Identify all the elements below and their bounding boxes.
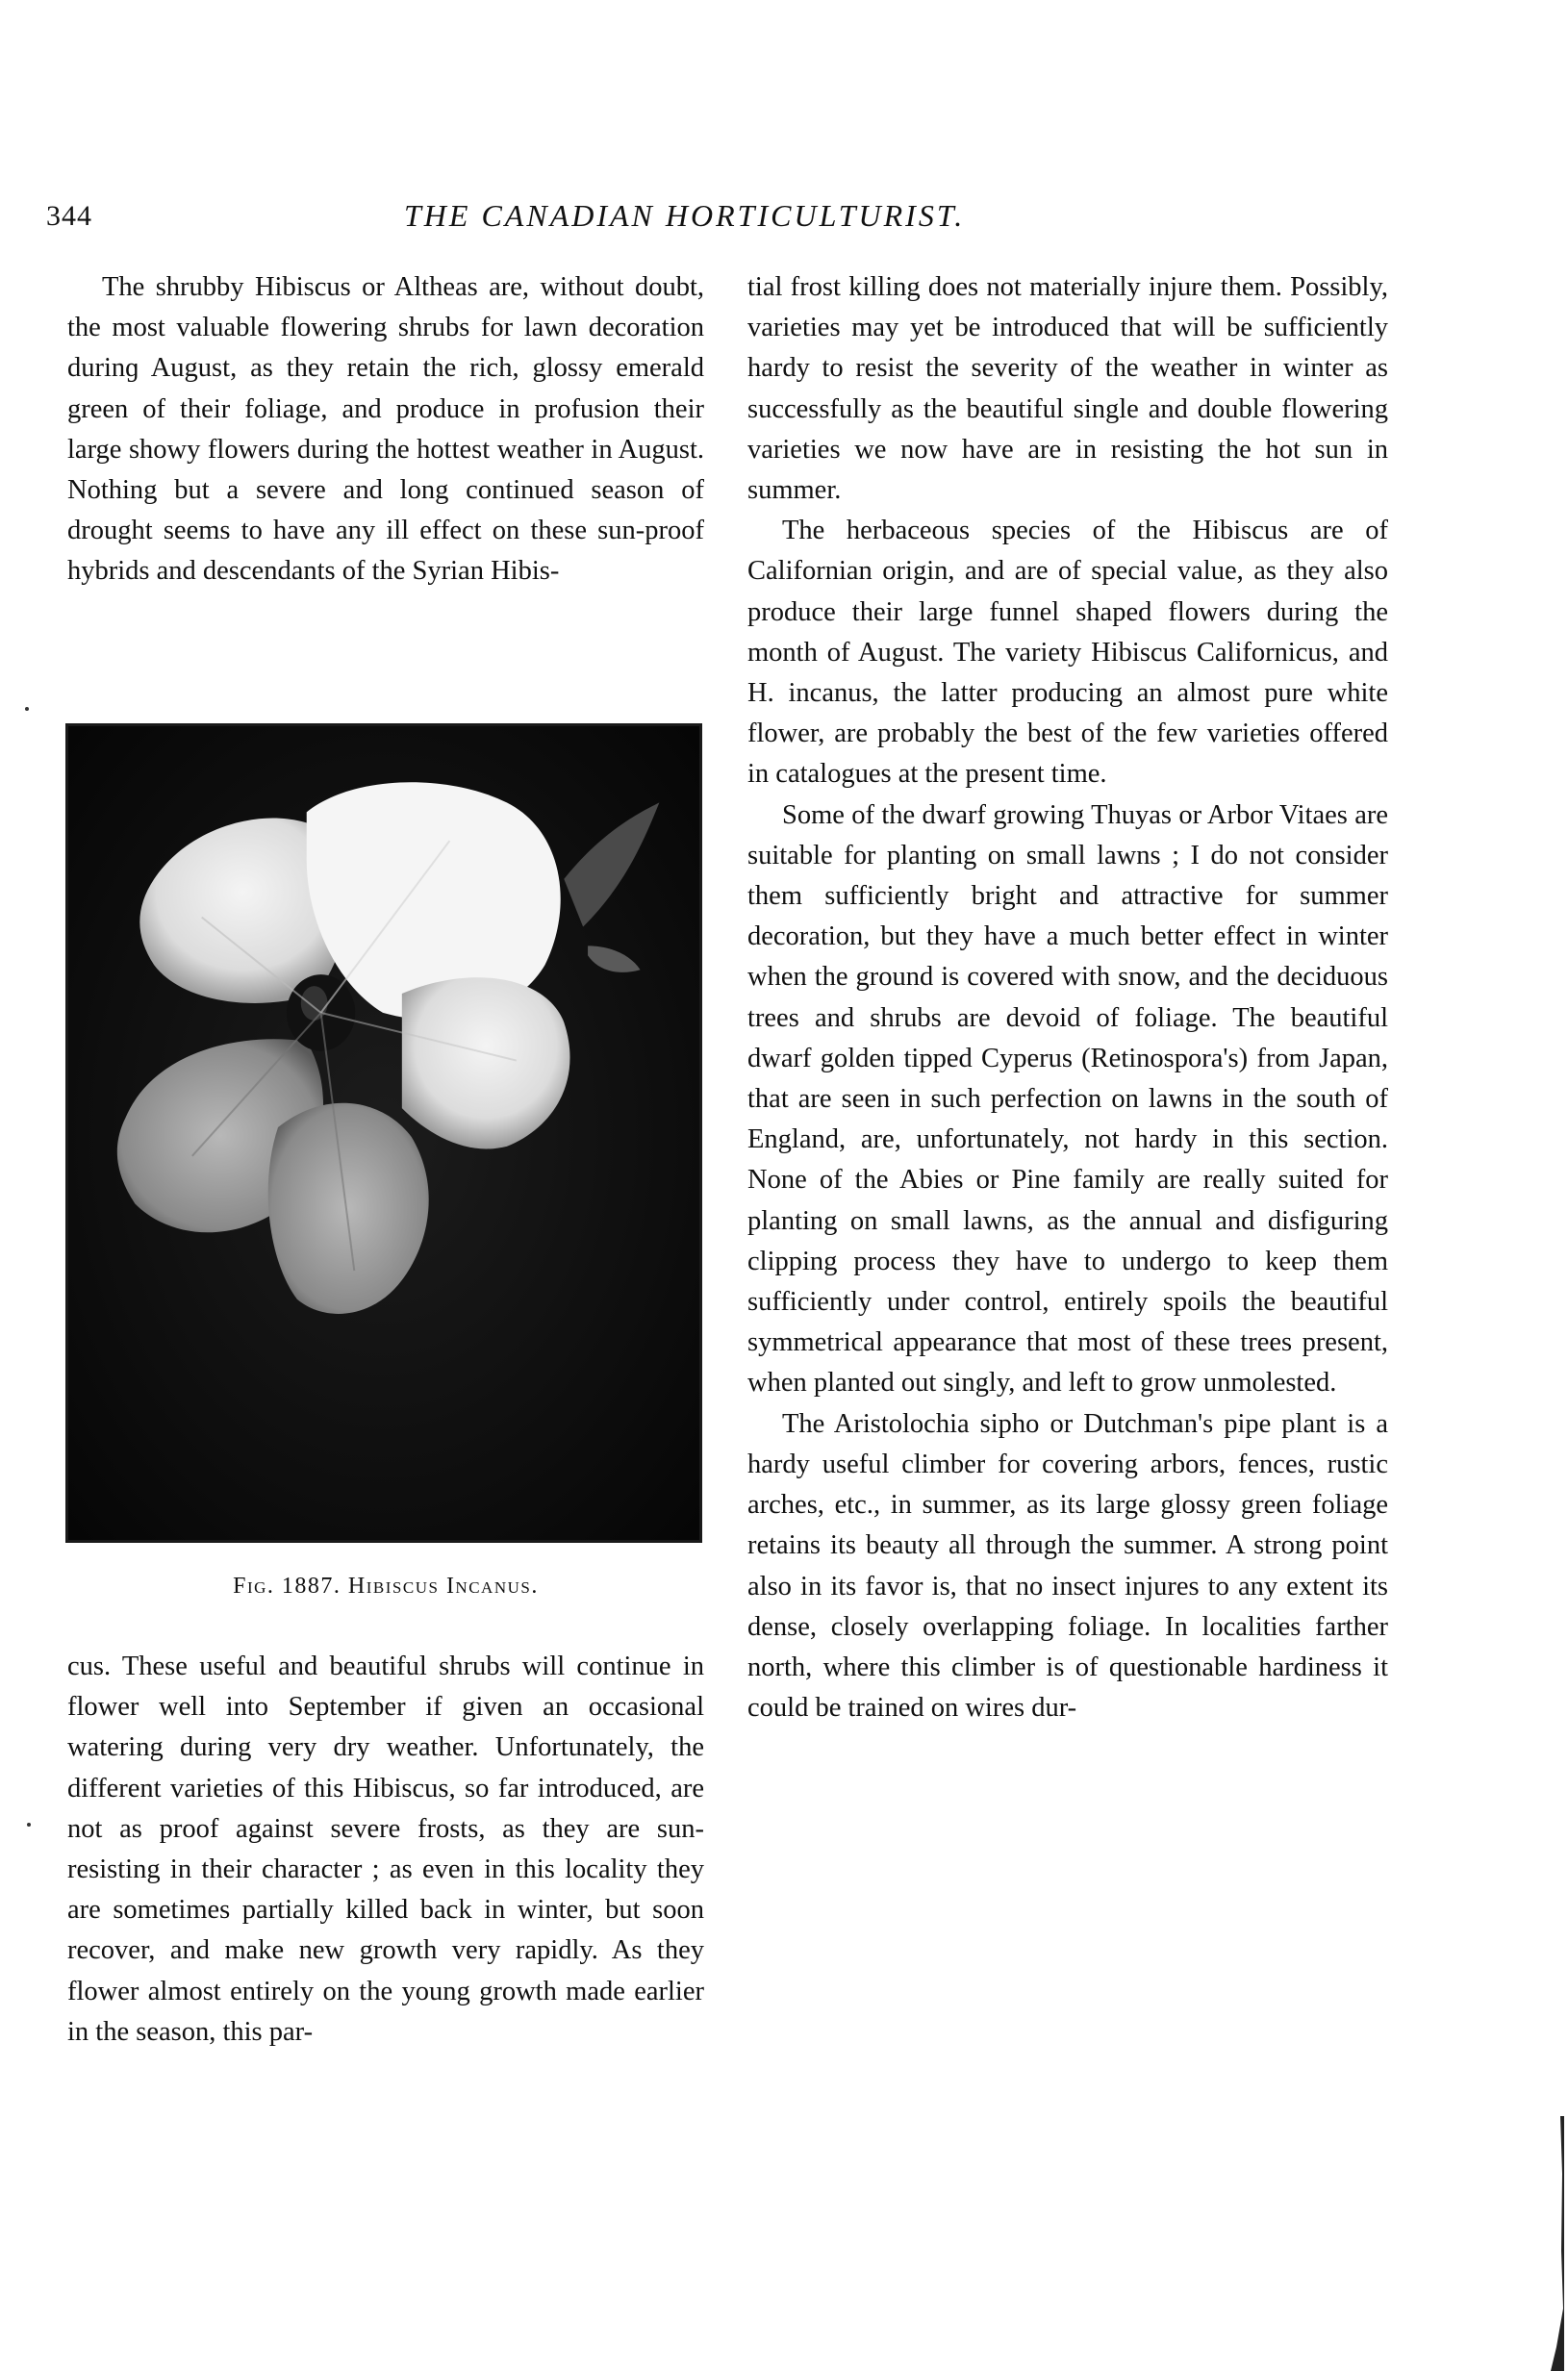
hibiscus-flower-image xyxy=(68,726,699,1540)
right-paragraph-3: Some of the dwarf growing Thuyas or Arbor Vitaes are suitable for planting on small lawns ; I do not consider them sufficiently bright and attractive for summer decoration, but they have a much better effect in winter when the ground is covered with snow, and the deciduous trees and shrubs are devoid of foliage. The beautiful dwarf golden tipped Cyperus (Retinospora's) from Japan, that are seen in such perfection on lawns in the south of England, are, unfortunately, not hardy in this section. None of the Abies or Pine family are really suited for planting on small lawns, as the annual and disfiguring clipping process they have to undergo to keep them sufficiently under control, entirely spoils the beautiful symmetrical appearance that most of these trees present, when planted out singly, and left to grow unmolested. xyxy=(747,799,1388,1399)
stray-dot xyxy=(25,707,29,711)
left-column-bottom xyxy=(67,1647,704,2053)
page-edge-shadow xyxy=(1551,2116,1564,2371)
left-paragraph-bottom: cus. These useful and beautiful shrubs will continue in flower well into September if given an occasional watering during very dry weather. Unfortunately, the different varieties of this Hibiscus, so far introduced, are not as proof against severe frosts, as they are sun-resisting in their character ; as even in this locality they are sometimes partially killed back in winter, but soon recover, and make new growth very rapidly. As they flower almost entirely on the young growth made earlier in the season, this par- xyxy=(67,1652,704,2047)
page-number: 344 xyxy=(46,200,92,232)
right-paragraph-2: The herbaceous species of the Hibiscus are of Californian origin, and are of special value, as they also produce their large funnel shaped flowers during the month of August. The variety Hibiscus Californicus, and H. incanus, the latter producing an almost pure white flower, are probably the best of the few varieties offered in catalogues at the present time. xyxy=(747,516,1388,790)
right-paragraph-4: The Aristolochia sipho or Dutchman's pipe plant is a hardy useful climber for covering arbors, fences, rustic arches, etc., in summer, as its large glossy green foliage retains its beauty all through the summer. A strong point also in its favor is, that no insect injures to any extent its dense, closely overlapping foliage. In localities farther north, where this climber is of questionable hardiness it could be trained on wires dur- xyxy=(747,1408,1388,1724)
stray-dot xyxy=(27,1823,31,1827)
journal-title: THE CANADIAN HORTICULTURIST. xyxy=(404,198,966,233)
page-header xyxy=(0,192,1568,240)
left-paragraph-top: The shrubby Hibiscus or Altheas are, without doubt, the most valuable flowering shrubs for lawn decoration durinɡ August, as they retain the rich, glossy emerald green of their foliage, and produce in profusion their large showy flowers during the hottest weather in August. Nothing but a severe and long continued season of drought seems to have any ill effect on these sun-proof hybrids and descendants of the Syrian Hibis- xyxy=(67,272,704,587)
left-column-top xyxy=(67,267,704,593)
right-paragraph-1: tial frost killing does not materially injure them. Possibly, varieties may yet be introduced that will be sufficiently hardy to resist the severity of the weather in winter as successfully as the beautiful single and double flowering varieties we now have are in resisting the hot sun in summer. xyxy=(747,272,1388,506)
right-column xyxy=(747,267,1388,1728)
hibiscus-figure xyxy=(65,723,702,1543)
figure-caption: Fig. 1887. Hibiscus Incanus. xyxy=(233,1574,539,1599)
